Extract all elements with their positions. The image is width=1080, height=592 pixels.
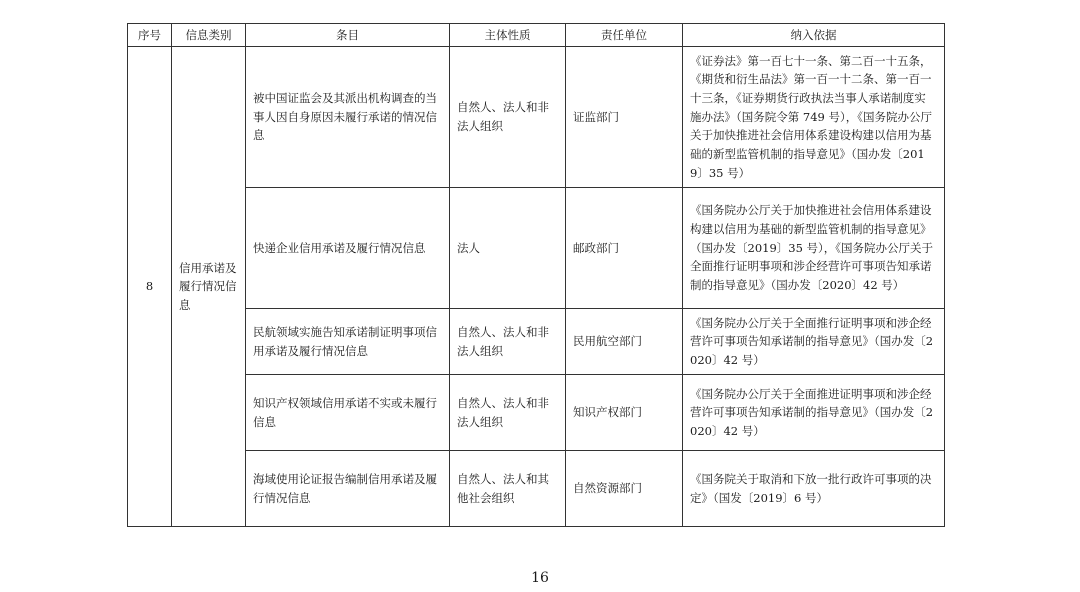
basis-cell: 《国务院办公厅关于全面推进证明事项和涉企经营许可事项告知承诺制的指导意见》（国办发〔2020〕42 号） — [683, 375, 945, 451]
serial-cell: 8 — [128, 47, 172, 527]
header-basis: 纳入依据 — [683, 24, 945, 47]
nature-cell: 自然人、法人和非法人组织 — [450, 375, 566, 451]
item-cell: 海域使用论证报告编制信用承诺及履行情况信息 — [246, 451, 450, 527]
header-unit: 责任单位 — [566, 24, 683, 47]
table-row — [128, 375, 945, 451]
item-cell: 被中国证监会及其派出机构调查的当事人因自身原因未履行承诺的情况信息 — [246, 47, 450, 188]
nature-cell: 自然人、法人和非法人组织 — [450, 309, 566, 375]
item-cell: 民航领域实施告知承诺制证明事项信用承诺及履行情况信息 — [246, 309, 450, 375]
unit-cell: 邮政部门 — [566, 188, 683, 309]
header-item: 条目 — [246, 24, 450, 47]
basis-cell: 《国务院关于取消和下放一批行政许可事项的决定》（国发〔2019〕6 号） — [683, 451, 945, 527]
nature-cell: 自然人、法人和其他社会组织 — [450, 451, 566, 527]
category-cell: 信用承诺及履行情况信息 — [172, 47, 246, 527]
page-number: 16 — [531, 570, 549, 586]
credit-info-table — [127, 23, 945, 527]
basis-cell: 《证券法》第一百七十一条、第二百一十五条，《期货和衍生品法》第一百一十二条、第一百一十三条，《证券期货行政执法当事人承诺制度实施办法》（国务院令第 749 号），《国务院办公厅关于加快推进社会信用体系建设构建以信用为基础的新型监管机制的指导意见》（国办发〔2019〕35 号） — [683, 47, 945, 188]
table-row — [128, 188, 945, 309]
unit-cell: 知识产权部门 — [566, 375, 683, 451]
table-row — [128, 309, 945, 375]
table-row — [128, 47, 945, 188]
table-header-row — [128, 24, 945, 47]
header-serial: 序号 — [128, 24, 172, 47]
header-nature: 主体性质 — [450, 24, 566, 47]
nature-cell: 自然人、法人和非法人组织 — [450, 47, 566, 188]
unit-cell: 民用航空部门 — [566, 309, 683, 375]
item-cell: 知识产权领域信用承诺不实或未履行信息 — [246, 375, 450, 451]
header-category: 信息类别 — [172, 24, 246, 47]
item-cell: 快递企业信用承诺及履行情况信息 — [246, 188, 450, 309]
table-row — [128, 451, 945, 527]
unit-cell: 自然资源部门 — [566, 451, 683, 527]
nature-cell: 法人 — [450, 188, 566, 309]
basis-cell: 《国务院办公厅关于加快推进社会信用体系建设构建以信用为基础的新型监管机制的指导意见》（国办发〔2019〕35 号），《国务院办公厅关于全面推行证明事项和涉企经营许可事项告知承诺制的指导意见》（国办发〔2020〕42 号） — [683, 188, 945, 309]
unit-cell: 证监部门 — [566, 47, 683, 188]
basis-cell: 《国务院办公厅关于全面推行证明事项和涉企经营许可事项告知承诺制的指导意见》（国办发〔2020〕42 号） — [683, 309, 945, 375]
